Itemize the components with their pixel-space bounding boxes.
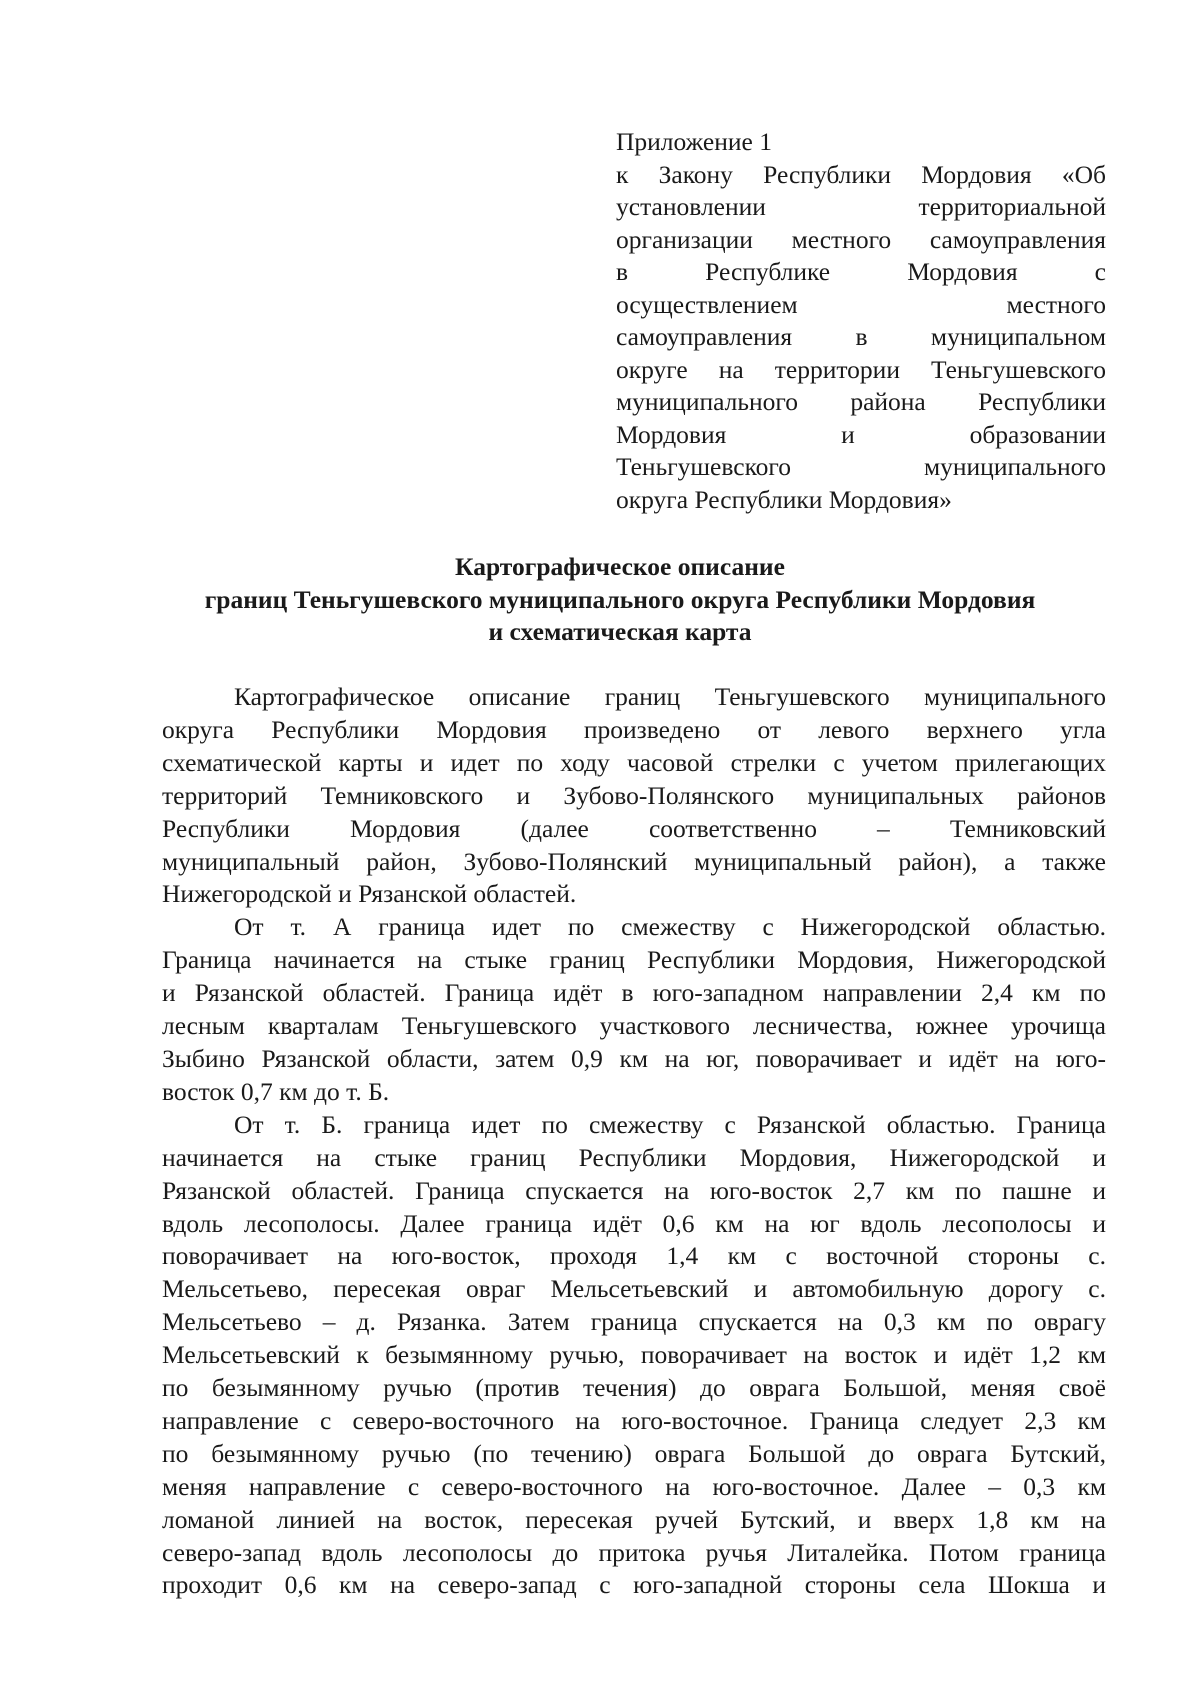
document-title <box>140 551 1100 649</box>
annex-line: организации местного самоуправления <box>616 224 1106 254</box>
document-body <box>162 681 1106 1602</box>
title-line: и схематическая карта <box>488 617 752 646</box>
annex-line: в Республике Мордовия с <box>616 257 1106 286</box>
body-line: начинается на стыке границ Республики Мордовия, Нижегородской и <box>162 1142 1106 1172</box>
body-line: и Рязанской областей. Граница идёт в юго-западном направлении 2,4 км по <box>162 978 1106 1008</box>
body-line: меняя направление с северо-восточного на юго-восточное. Далее – 0,3 км <box>162 1471 1106 1501</box>
body-line: Картографическое описание границ Теньгушевского муниципального <box>234 682 1106 711</box>
body-line: округа Республики Мордовия произведено от левого верхнего угла <box>162 714 1106 744</box>
body-line: вдоль лесополосы. Далее граница идёт 0,6 км на юг вдоль лесополосы и <box>162 1208 1106 1238</box>
body-line: территорий Темниковского и Зубово-Полянского муниципальных районов <box>162 780 1106 810</box>
annex-line: Мордовия и образовании <box>616 419 1106 449</box>
body-line: по безымянному ручью (против течения) до оврага Большой, меняя своё <box>162 1373 1106 1403</box>
body-line: От т. Б. граница идет по смежеству с Рязанской областью. Граница <box>234 1109 1106 1139</box>
title-line: Картографическое описание <box>455 552 785 581</box>
body-line: направление с северо-восточного на юго-восточное. Граница следует 2,3 км <box>162 1405 1106 1435</box>
annex-line: к Закону Республики Мордовия «Об <box>616 159 1106 189</box>
body-line: Зыбино Рязанской области, затем 0,9 км на юг, поворачивает и идёт на юго- <box>162 1043 1106 1073</box>
annex-line: самоуправления в муниципальном <box>616 322 1106 351</box>
body-line: Республики Мордовия (далее соответственно – Темниковский <box>162 813 1106 843</box>
body-line: по безымянному ручью (по течению) оврага Большой до оврага Бутский, <box>162 1438 1106 1468</box>
body-line: проходит 0,6 км на северо-запад с юго-западной стороны села Шокша и <box>162 1570 1106 1600</box>
body-line: Рязанской областей. Граница спускается на юго-восток 2,7 км по пашне и <box>162 1175 1106 1205</box>
annex-header <box>616 126 1106 516</box>
annex-line: установлении территориальной <box>616 192 1106 221</box>
annex-line: округа Республики Мордовия» <box>616 484 952 514</box>
paragraph-intro <box>162 681 1106 911</box>
body-line: лесным кварталам Теньгушевского участкового лесничества, южнее урочища <box>162 1011 1106 1041</box>
paragraph-point-b <box>162 1109 1106 1603</box>
annex-line: округе на территории Теньгушевского <box>616 354 1106 384</box>
body-line: муниципальный район, Зубово-Полянский муниципальный район), а также <box>162 846 1106 876</box>
annex-line: осуществлением местного <box>616 289 1106 319</box>
body-line: Мельсетьевский к безымянному ручью, поворачивает на восток и идёт 1,2 км <box>162 1340 1106 1370</box>
paragraph-point-a <box>162 911 1106 1108</box>
body-line: Мельсетьево – д. Рязанка. Затем граница спускается на 0,3 км по оврагу <box>162 1307 1106 1337</box>
body-line: восток 0,7 км до т. Б. <box>162 1076 390 1106</box>
body-line: северо-запад вдоль лесополосы до притока ручья Литалейка. Потом граница <box>162 1537 1106 1567</box>
body-line: Нижегородской и Рязанской областей. <box>162 879 577 909</box>
body-line: Граница начинается на стыке границ Республики Мордовия, Нижегородской <box>162 945 1106 975</box>
body-line: Мельсетьево, пересекая овраг Мельсетьевский и автомобильную дорогу с. <box>162 1274 1106 1304</box>
body-line: От т. А граница идет по смежеству с Нижегородской областью. <box>234 912 1106 942</box>
annex-line: Приложение 1 <box>616 127 772 156</box>
body-line: ломаной линией на восток, пересекая ручей Бутский, и вверх 1,8 км на <box>162 1504 1106 1534</box>
annex-line: муниципального района Республики <box>616 387 1106 416</box>
annex-line: Теньгушевского муниципального <box>616 452 1106 481</box>
body-line: схематической карты и идет по ходу часовой стрелки с учетом прилегающих <box>162 747 1106 777</box>
body-line: поворачивает на юго-восток, проходя 1,4 км с восточной стороны с. <box>162 1241 1106 1271</box>
title-line: границ Теньгушевского муниципального округа Республики Мордовия <box>204 584 1036 614</box>
